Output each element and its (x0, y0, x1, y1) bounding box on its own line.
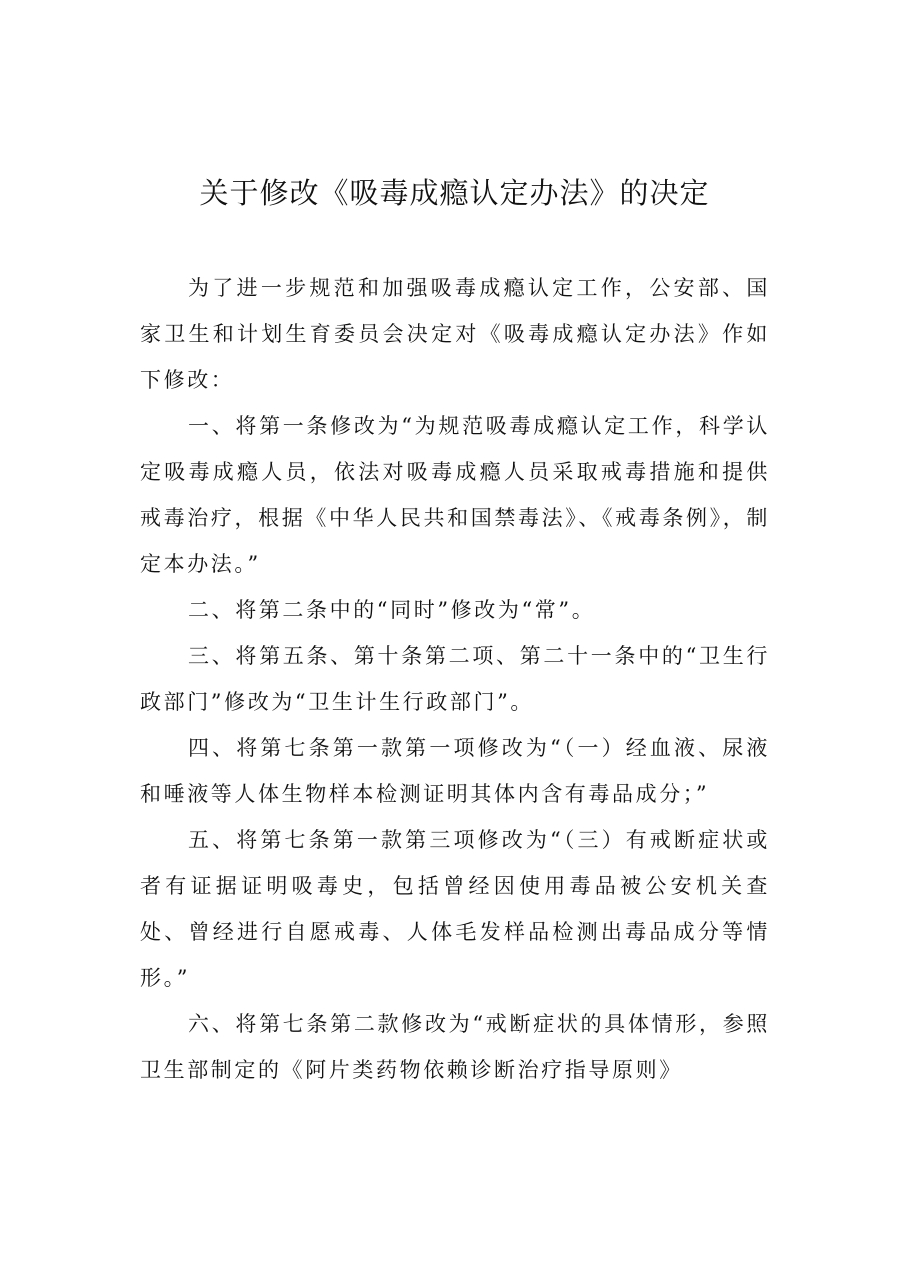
document-body (140, 265, 770, 1093)
paragraph-item-1: 一、将第一条修改为“为规范吸毒成瘾认定工作，科学认定吸毒成瘾人员，依法对吸毒成瘾人员采取戒毒措施和提供戒毒治疗，根据《中华人民共和国禁毒法》、《戒毒条例》，制定本办法。” (140, 414, 770, 576)
document-title: 关于修改《吸毒成瘾认定办法》的决定 (199, 176, 710, 210)
paragraph-item-2: 二、将第二条中的“同时”修改为“常”。 (188, 598, 596, 622)
paragraph-item-5: 五、将第七条第一款第三项修改为“（三）有戒断症状或者有证据证明吸毒史，包括曾经因使用毒品被公安机关查处、曾经进行自愿戒毒、人体毛发样品检测出毒品成分等情形。” (140, 828, 770, 990)
paragraph-item-6: 六、将第七条第二款修改为“戒断症状的具体情形，参照卫生部制定的《阿片类药物依赖诊断治疗指导原则》 (140, 1012, 770, 1082)
paragraph-intro: 为了进一步规范和加强吸毒成瘾认定工作，公安部、国家卫生和计划生育委员会决定对《吸毒成瘾认定办法》作如下修改： (140, 276, 770, 392)
paragraph-item-3: 三、将第五条、第十条第二项、第二十一条中的“卫生行政部门”修改为“卫生计生行政部门”。 (140, 644, 770, 714)
paragraph-item-4: 四、将第七条第一款第一项修改为“（一）经血液、尿液和唾液等人体生物样本检测证明其体内含有毒品成分；” (140, 736, 770, 806)
